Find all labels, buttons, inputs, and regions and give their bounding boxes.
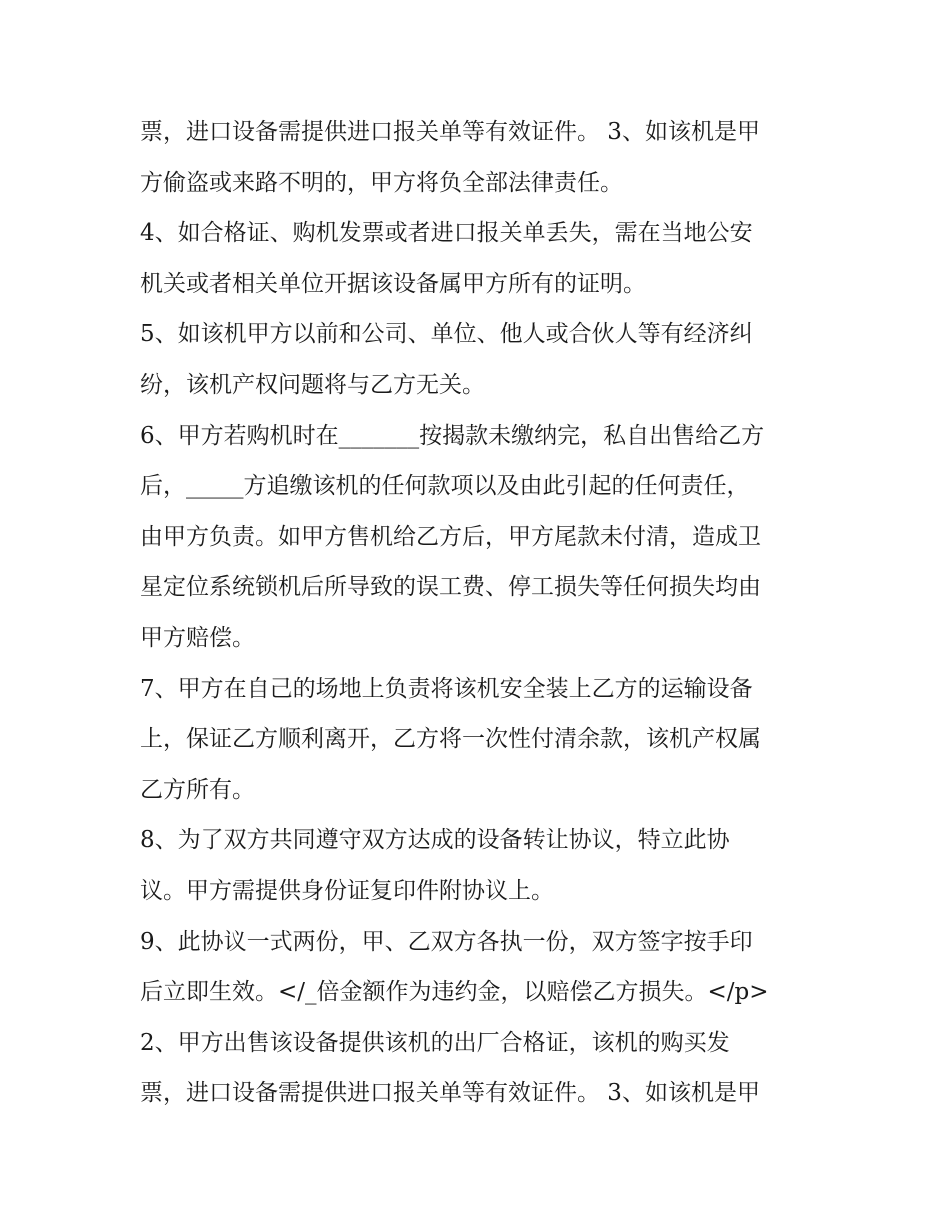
- text-line: 6、甲方若购机时在_______按揭款未缴纳完，私自出售给乙方: [140, 422, 765, 449]
- text-line: 后立即生效。</_倍金额作为违约金，以赔偿乙方损失。</p>: [140, 979, 769, 1006]
- text-line: 机关或者相关单位开据该设备属甲方所有的证明。: [140, 270, 646, 297]
- document-page: [140, 107, 820, 1119]
- text-line: 2、甲方出售该设备提供该机的出厂合格证，该机的购买发: [140, 1029, 730, 1056]
- text-line: 票，进口设备需提供进口报关单等有效证件。 3、如该机是甲: [140, 119, 760, 145]
- text-line: 5、如该机甲方以前和公司、单位、他人或合伙人等有经济纠: [140, 321, 753, 348]
- text-line: 上，保证乙方顺利离开，乙方将一次性付清余款，该机产权属: [140, 726, 761, 753]
- text-line: 由甲方负责。如甲方售机给乙方后，甲方尾款未付清，造成卫: [140, 523, 761, 550]
- text-line: 方偷盗或来路不明的，甲方将负全部法律责任。: [140, 169, 623, 196]
- text-line: 议。甲方需提供身份证复印件附协议上。: [140, 877, 554, 904]
- text-line: 9、此协议一式两份，甲、乙双方各执一份，双方签字按手印: [140, 928, 753, 955]
- text-line: 4、如合格证、购机发票或者进口报关单丢失，需在当地公安: [140, 220, 753, 247]
- text-line: 甲方赔偿。: [140, 624, 255, 651]
- text-line: 星定位系统锁机后所导致的误工费、停工损失等任何损失均由: [140, 574, 761, 601]
- text-line: 票，进口设备需提供进口报关单等有效证件。 3、如该机是甲: [140, 1080, 760, 1107]
- text-line: 乙方所有。: [140, 776, 255, 803]
- text-line: 7、甲方在自己的场地上负责将该机安全装上乙方的运输设备: [140, 675, 753, 702]
- text-line: 8、为了双方共同遵守双方达成的设备转让协议，特立此协: [140, 827, 730, 854]
- text-line: 纷，该机产权问题将与乙方无关。: [140, 371, 485, 398]
- text-line: 后，_____方追缴该机的任何款项以及由此引起的任何责任，: [140, 473, 750, 500]
